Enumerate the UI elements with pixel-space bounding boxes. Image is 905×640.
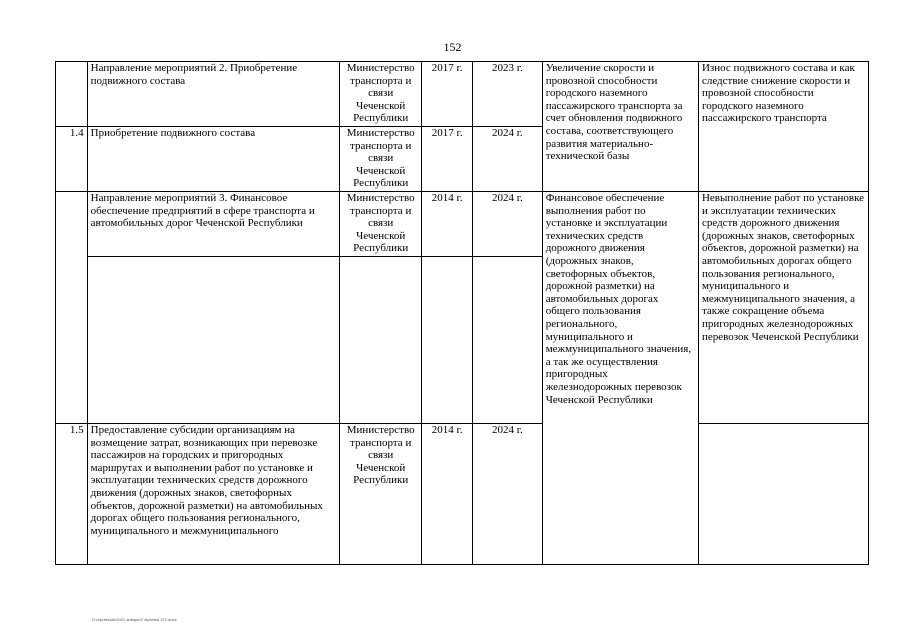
expected-result: Финансовое обеспечение выполнения работ по установке и эксплуатации технических средств дорожного движения (дорожных знаков, светофорных объектов, дорожной разметки) на автомобильных дорогах общего пользования регионального, муниципального и межмуниципального значения, а так же осуществления пригородных железнодорожных перевозок Чеченской Республики [542, 192, 698, 565]
executor: Министерство транспорта и связи Чеченской Республики [340, 192, 422, 257]
row-number [56, 192, 88, 424]
end-year: 2024 г. [473, 192, 543, 257]
activity-name: Направление мероприятий 2. Приобретение подвижного состава [87, 62, 339, 127]
end-year: 2023 г. [473, 62, 543, 127]
start-year: 2014 г. [422, 424, 473, 565]
activity-name: Направление мероприятий 3. Финансовое обеспечение предприятий в сфере транспорта и автомобильных дорог Чеченской Республики [87, 192, 339, 257]
row-number [56, 62, 88, 127]
table-row [56, 192, 869, 257]
expected-result: Увеличение скорости и провозной способности городского наземного пассажирского транспорта за счет обновления подвижного состава, соответствующего развития материально-технической базы [542, 62, 698, 192]
start-year: 2017 г. [422, 62, 473, 127]
row-number: 1.5 [56, 424, 88, 565]
empty-cell [340, 257, 422, 424]
end-year: 2024 г. [473, 424, 543, 565]
table-row [56, 62, 869, 127]
activity-name: Приобретение подвижного состава [87, 127, 339, 192]
empty-cell [87, 257, 339, 424]
risk-consequence: Износ подвижного состава и как следствие снижение скорости и провозной способности городского наземного пассажирского транспорта [698, 62, 868, 192]
empty-cell [422, 257, 473, 424]
empty-cell [473, 257, 543, 424]
program-table [55, 61, 869, 565]
executor: Министерство транспорта и связи Чеченской Республики [340, 424, 422, 565]
start-year: 2014 г. [422, 192, 473, 257]
executor: Министерство транспорта и связи Чеченской Республики [340, 62, 422, 127]
risk-consequence: Невыполнение работ по установке и эксплуатации технических средств дорожного движения (дорожных знаков, светофорных объектов, дорожной разметки) на автомобильных дорогах общего пользования регионального, муниципального и межмуниципального значения, а также сокращение объема пригородных железнодорожных перевозок Чеченской Республики [698, 192, 868, 424]
activity-name: Предоставление субсидии организациям на возмещение затрат, возникающих при перевозке пассажиров на городских и пригородных маршрутах и выполнении работ по установке и эксплуатации технических средств дорожного движения (дорожных знаков, светофорных объектов, дорожной разметки) на автомобильных дорогах общего пользования регионального, муниципального и межмуниципального [87, 424, 339, 565]
start-year: 2017 г. [422, 127, 473, 192]
empty-cell [698, 424, 868, 565]
executor: Министерство транспорта и связи Чеченской Республики [340, 127, 422, 192]
page-number: 152 [443, 40, 462, 54]
end-year: 2024 г. [473, 127, 543, 192]
footer-file-path: D:\Артем\obl\2021 январь\2 \Артем\к 372.docx [92, 617, 177, 622]
row-number: 1.4 [56, 127, 88, 192]
table-row [56, 424, 869, 565]
